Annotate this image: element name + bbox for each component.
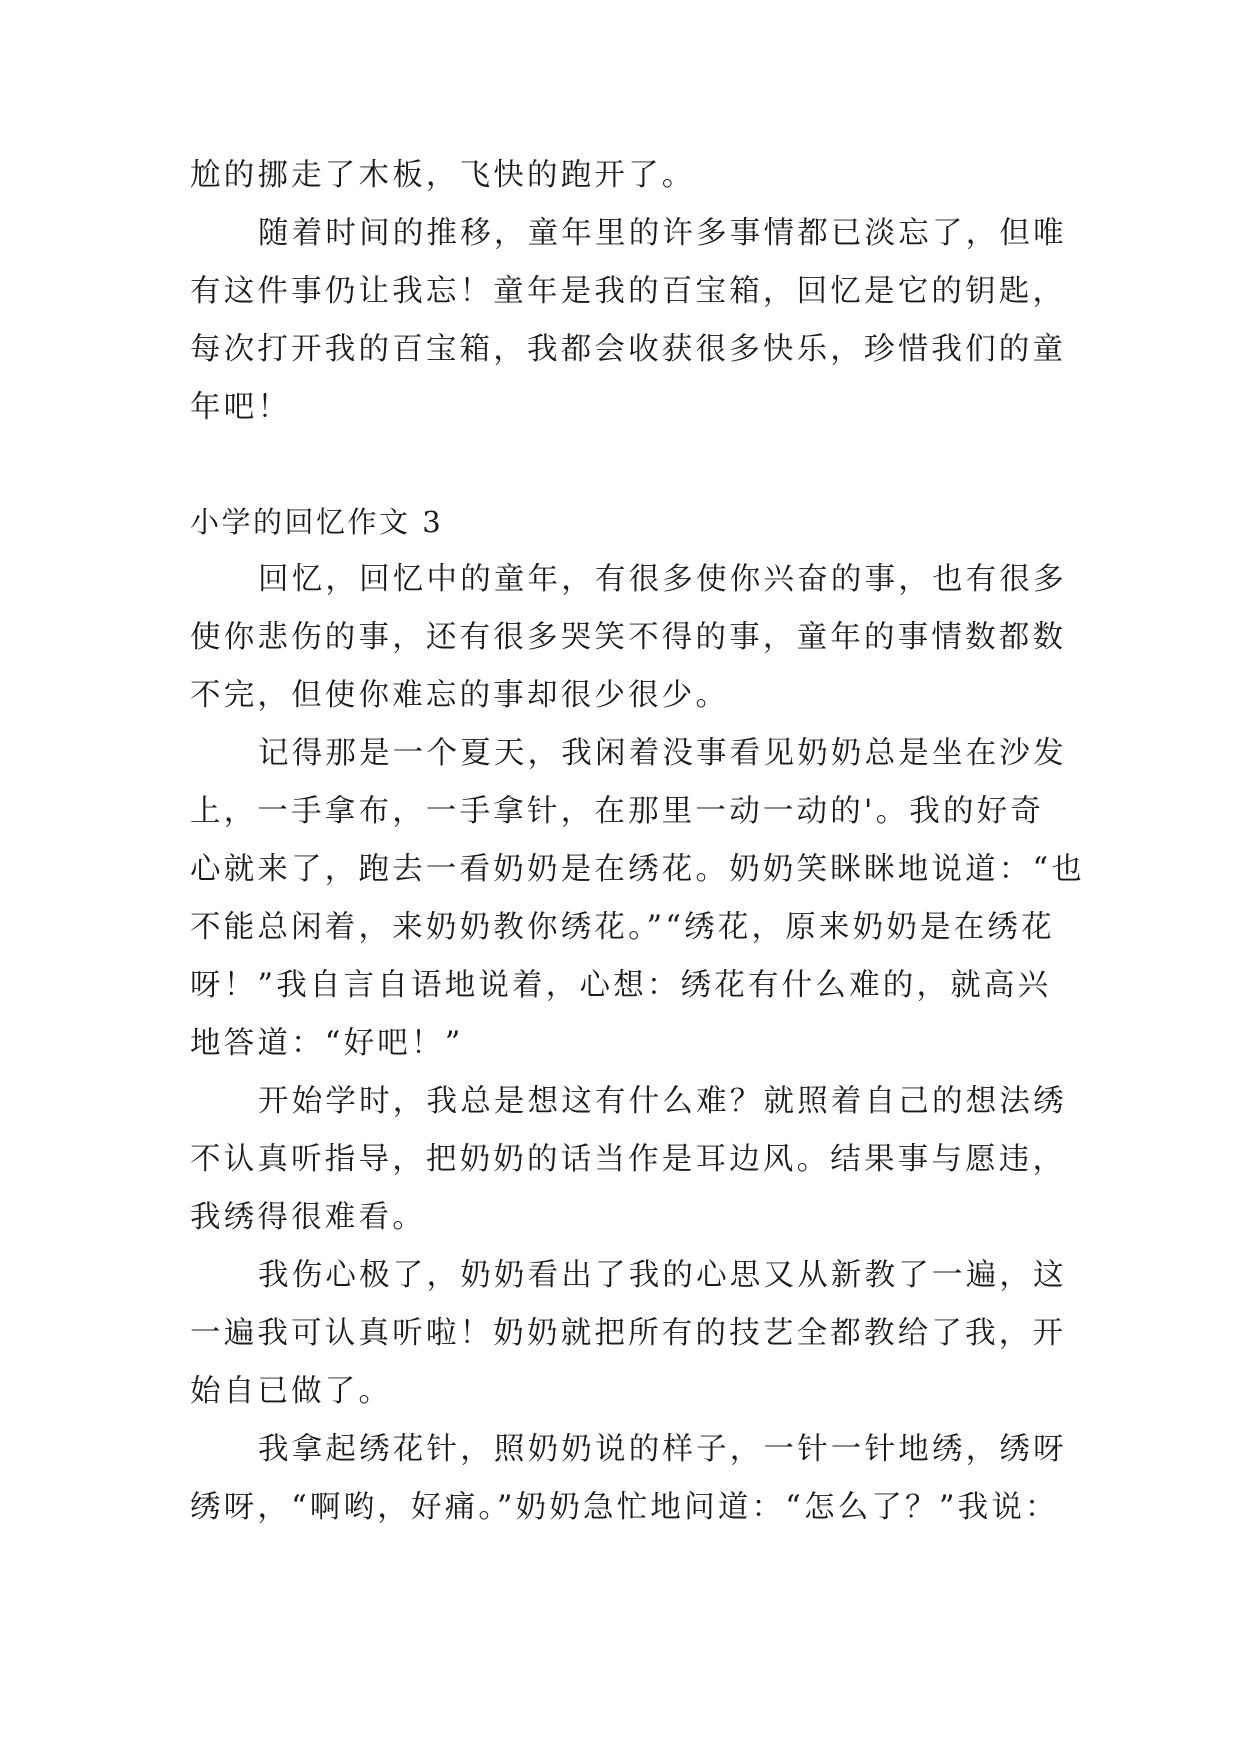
text-line: 不完，但使你难忘的事却很少很少。 [190,678,730,713]
text-line: 始自已做了。 [190,1374,393,1409]
text-line: 心就来了，跑去一看奶奶是在绣花。奶奶笑眯眯地说道：“也 [190,852,1085,887]
text-line: 地答道：“好吧！” [190,1026,464,1061]
text-line: 一遍我可认真听啦！奶奶就把所有的技艺全都教给了我，开 [190,1316,1067,1351]
text-line: 有这件事仍让我忘！童年是我的百宝箱，回忆是它的钥匙， [190,274,1067,309]
section-heading: 小学的回忆作文 3 [190,505,444,539]
text-line: 使你悲伤的事，还有很多哭笑不得的事，童年的事情数都数 [190,620,1067,655]
text-line: 绣呀，“啊哟，好痛。”奶奶急忙地问道：“怎么了？”我说： [190,1490,1059,1525]
text-line: 尬的挪走了木板，飞快的跑开了。 [190,158,696,193]
text-line: 上，一手拿布，一手拿针，在那里一动一动的'。我的好奇 [190,794,1045,829]
paragraph-start: 记得那是一个夏天，我闲着没事看见奶奶总是坐在沙发 [258,736,1067,771]
paragraph-start: 开始学时，我总是想这有什么难？就照着自己的想法绣 [258,1084,1067,1119]
text-line: 不认真听指导，把奶奶的话当作是耳边风。结果事与愿违， [190,1142,1067,1177]
paragraph-start: 我拿起绣花针，照奶奶说的样子，一针一针地绣，绣呀 [258,1432,1067,1467]
text-line: 我绣得很难看。 [190,1200,426,1235]
text-line: 年吧！ [190,390,292,425]
paragraph-start: 我伤心极了，奶奶看出了我的心思又从新教了一遍，这 [258,1258,1067,1293]
paragraph-start: 随着时间的推移，童年里的许多事情都已淡忘了，但唯 [258,216,1067,251]
paragraph-start: 回忆，回忆中的童年，有很多使你兴奋的事，也有很多 [258,562,1067,597]
text-line: 不能总闲着，来奶奶教你绣花。”“绣花，原来奶奶是在绣花 [190,910,1055,945]
text-line: 呀！”我自言自语地说着，心想：绣花有什么难的，就高兴 [190,968,1052,1003]
text-line: 每次打开我的百宝箱，我都会收获很多快乐，珍惜我们的童 [190,332,1067,367]
